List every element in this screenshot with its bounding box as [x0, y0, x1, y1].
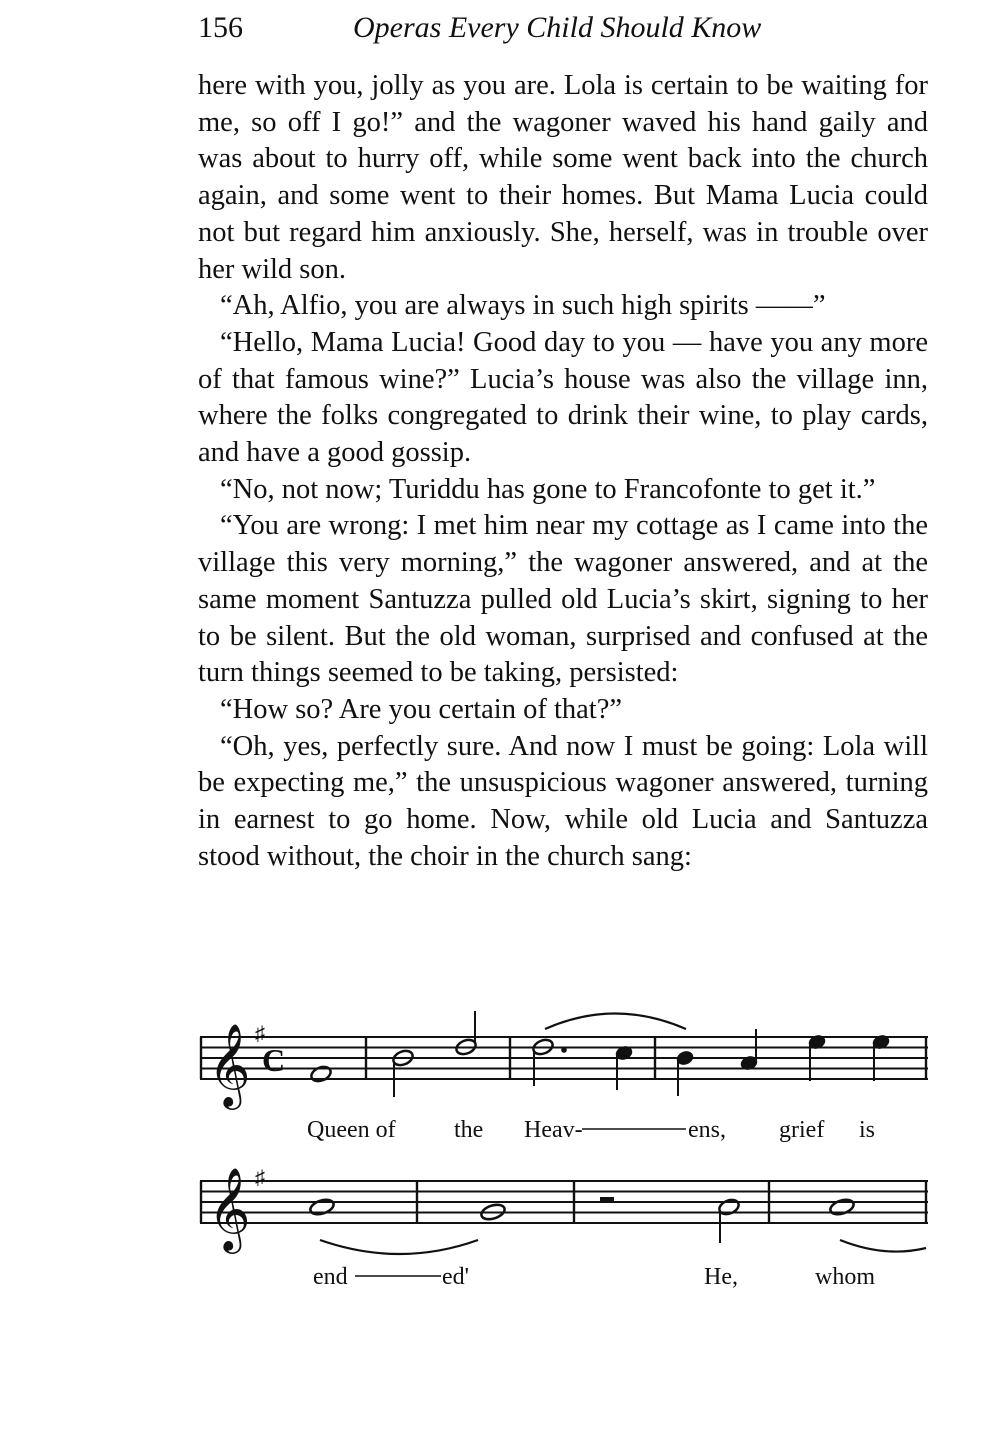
paragraph-dialogue: “No, not now; Turiddu has gone to Francofonte to get it.”	[220, 473, 876, 505]
sharp-icon: ♯	[255, 1167, 265, 1189]
barlines	[201, 1037, 926, 1079]
slur	[545, 1014, 686, 1030]
lyric: whom	[815, 1264, 875, 1290]
sharp-icon: ♯	[255, 1023, 265, 1045]
paragraph-dialogue: “Oh, yes, perfectly sure. And now I must be going: Lola will be expecting me,” the unsuspicious wagoner answered, turning in earnest to go home. Now, while old Lucia and Santuzza stood without, the choir in the church sang:	[198, 730, 928, 872]
paragraph-continuation: here with you, jolly as you are. Lola is certain to be waiting for me, so off I go!” and the wagoner waved his hand gaily and was about to hurry off, while some went back into the church again, and some went to their homes. But Mama Lucia could not but regard him anxiously. She, herself, was in trouble over her wild son.	[198, 70, 928, 285]
body-text	[198, 68, 928, 875]
lyric: He,	[704, 1264, 738, 1290]
staff-2-symbols	[208, 1167, 265, 1254]
staff-1-lyrics	[307, 1117, 875, 1143]
staff-2-lyrics	[313, 1264, 875, 1290]
lyric: ed'	[442, 1264, 469, 1290]
common-time-icon: C	[262, 1042, 286, 1078]
half-rest-icon	[600, 1197, 614, 1203]
lyric: end	[313, 1264, 348, 1290]
paragraph-dialogue: “Hello, Mama Lucia! Good day to you — have you any more of that famous wine?” Lucia’s house was also the village inn, where the folks congregated to drink their wine, to play cards, and have a good gossip.	[198, 326, 928, 469]
page-header	[198, 8, 928, 48]
lyric: grief	[779, 1117, 825, 1143]
lyric: Heav-	[524, 1117, 583, 1143]
lyric: Queen of	[307, 1117, 396, 1143]
running-head: Operas Every Child Should Know	[353, 11, 762, 44]
treble-clef-icon: 𝄞	[208, 1169, 251, 1249]
slur	[840, 1240, 926, 1252]
barlines	[201, 1181, 926, 1223]
paragraph-dialogue: “You are wrong: I met him near my cottage as I came into the village this very morning,” the wagoner answered, and at the same moment Santuzza pulled old Lucia’s skirt, signing to her to be silent. But the old woman, surprised and confused at the turn things seemed to be taking, persisted:	[198, 510, 928, 689]
lyric: ens,	[688, 1117, 726, 1143]
staff-2	[200, 1181, 928, 1254]
paragraph-dialogue: “Ah, Alfio, you are always in such high spirits ——”	[220, 290, 826, 322]
paragraph-dialogue: “How so? Are you certain of that?”	[220, 693, 623, 725]
staff-2-notes	[309, 1197, 856, 1243]
tie	[320, 1240, 478, 1254]
treble-clef-icon: 𝄞	[208, 1025, 251, 1105]
page-number: 156	[198, 11, 243, 44]
lyric: the	[454, 1117, 484, 1143]
lyric: is	[859, 1117, 876, 1143]
staff-1-notes	[309, 1011, 890, 1097]
staff-1	[200, 1014, 928, 1080]
staff-1-symbols	[208, 1023, 285, 1110]
